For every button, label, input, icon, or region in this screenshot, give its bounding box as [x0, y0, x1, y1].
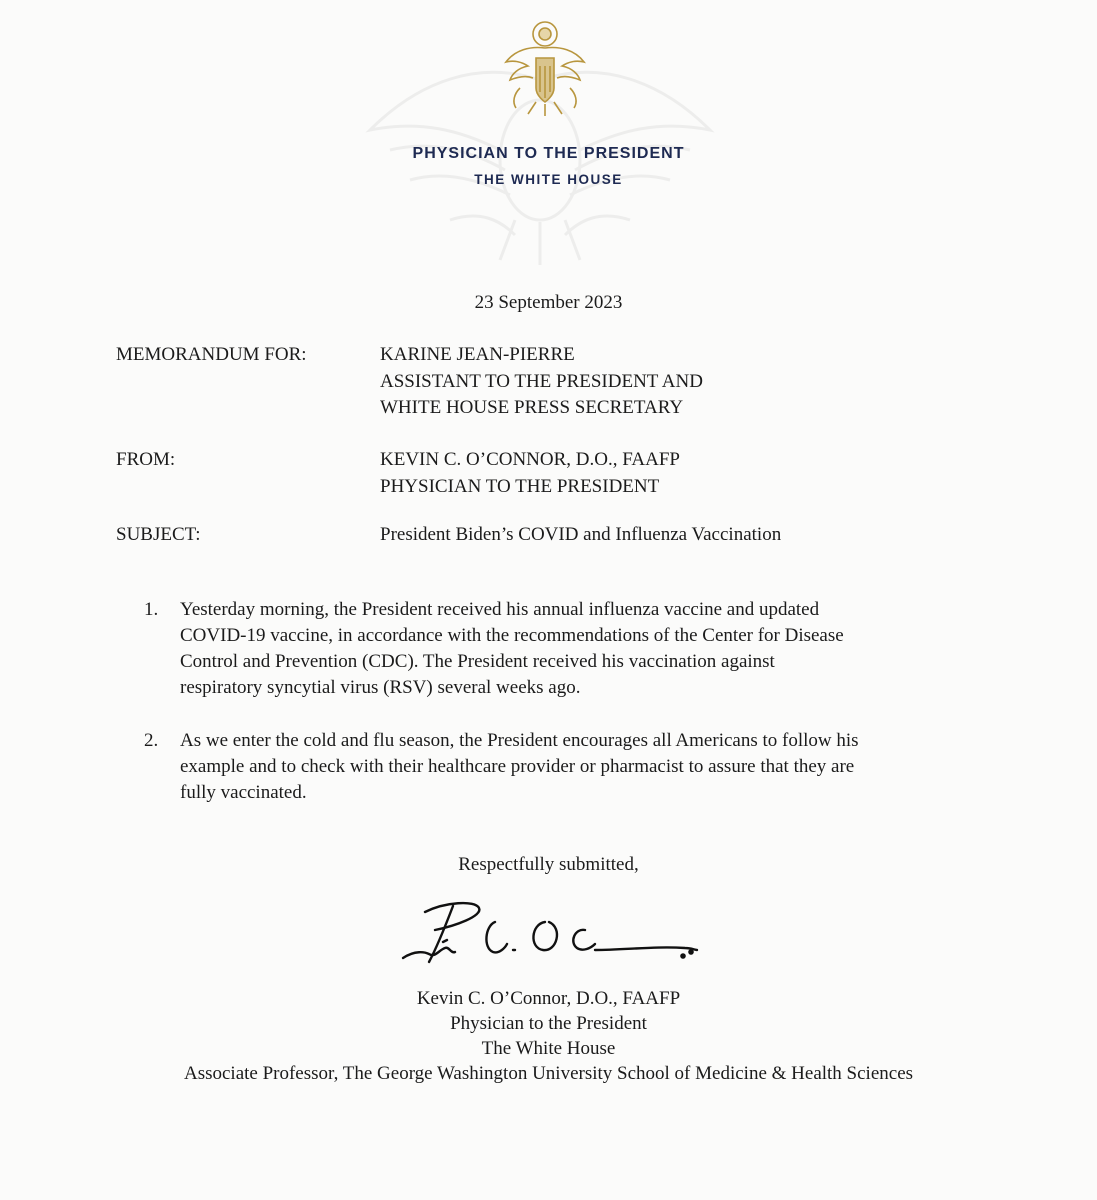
signer-name: Kevin C. O’Connor, D.O., FAAFP — [416, 988, 681, 1009]
recipient-line: WHITE HOUSE PRESS SECRETARY — [380, 397, 684, 418]
paragraph-line: Yesterday morning, the President received his annual influenza vaccine and updated — [180, 599, 820, 620]
closing-salutation — [0, 854, 1097, 876]
paragraph-line: COVID-19 vaccine, in accordance with the recommendations of the Center for Disease — [180, 625, 844, 646]
sender-line: KEVIN C. O’CONNOR, D.O., FAAFP — [380, 449, 680, 470]
salutation-text: Respectfully submitted, — [458, 854, 639, 875]
paragraph-line: fully vaccinated. — [180, 782, 307, 803]
recipient-line: ASSISTANT TO THE PRESIDENT AND — [380, 370, 703, 392]
paragraph-number: 2. — [144, 730, 159, 751]
sender-line: PHYSICIAN TO THE PRESIDENT — [380, 475, 660, 497]
paragraph-line: As we enter the cold and flu season, the President encourages all Americans to follow his — [180, 730, 859, 751]
paragraph-text — [180, 597, 970, 701]
paragraph-number: 1. — [144, 599, 159, 620]
signer-title: Physician to the President — [450, 1013, 647, 1034]
recipient-line: KARINE JEAN-PIERRE — [380, 344, 575, 365]
paragraph-line: Control and Prevention (CDC). The President received his vaccination against — [180, 651, 775, 672]
from-value — [380, 447, 1020, 500]
signature-block — [0, 986, 1097, 1086]
memo-date: 23 September 2023 — [474, 292, 623, 313]
memorandum-for-value — [380, 342, 1020, 422]
paragraph-line: respiratory syncytial virus (RSV) several weeks ago. — [180, 677, 581, 698]
paragraph-text — [180, 728, 970, 806]
eagle-seal-icon — [500, 18, 590, 118]
subject-label: SUBJECT: — [116, 524, 201, 545]
signer-affiliation: Associate Professor, The George Washington University School of Medicine & Health Sciences — [183, 1063, 914, 1084]
subject-value: President Biden’s COVID and Influenza Vaccination — [380, 524, 782, 545]
paragraph-line: example and to check with their healthcare provider or pharmacist to assure that they are — [180, 756, 855, 777]
letterhead-office: PHYSICIAN TO THE PRESIDENT — [412, 145, 685, 162]
memorandum-for-label: MEMORANDUM FOR: — [116, 344, 307, 365]
from-label: FROM: — [116, 449, 176, 470]
signer-org: The White House — [481, 1038, 616, 1059]
handwritten-signature — [395, 892, 715, 982]
letterhead-org: THE WHITE HOUSE — [474, 172, 623, 187]
